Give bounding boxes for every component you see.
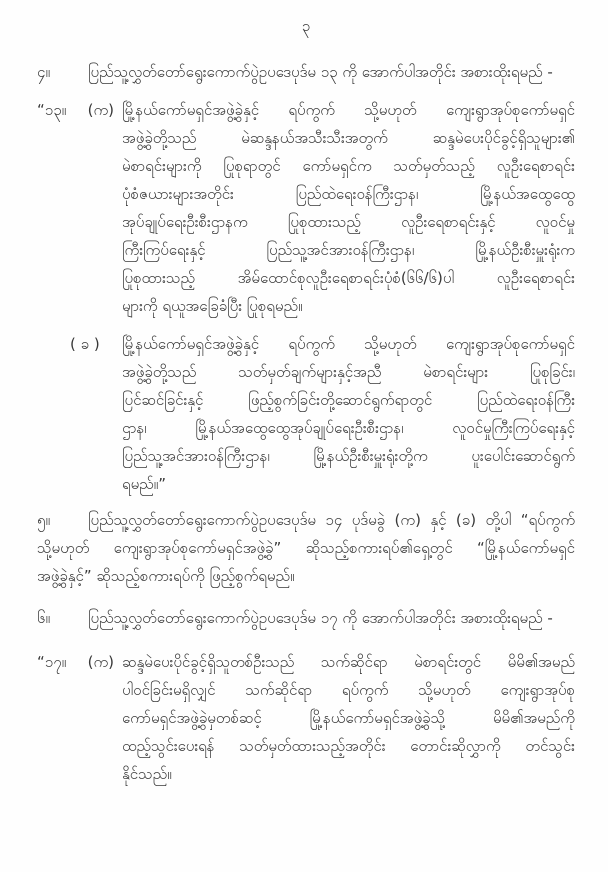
- paragraph-4-number: ၄။: [37, 63, 50, 81]
- clause-line: မြို့နယ်ကော်မရှင်အဖွဲ့ခွဲနှင့် ရပ်ကွက် သို့မဟုတ် ကျေးရွာအုပ်စုကော်မရှင်: [122, 101, 575, 119]
- clause-line: ပြည်သူ့အင်အားဝန်ကြီးဌာန၊ မြို့နယ်ဦးစီးမှူးရုံးတို့က ပူးပေါင်းဆောင်ရွက်: [122, 447, 575, 465]
- clause-line: မဲစာရင်းများကို ပြုစုရာတွင် ကော်မရှင်က သတ်မှတ်သည့် လူဦးရေစာရင်း: [122, 157, 575, 175]
- clause-17-number: “၁၇။: [37, 653, 67, 671]
- clause-line: ကြီးကြပ်ရေးနှင့် ပြည်သူ့အင်အားဝန်ကြီးဌာန၊ မြို့နယ်ဦးစီးမှူးရုံးက: [122, 241, 575, 259]
- clause-17-ka-label: [37, 648, 122, 676]
- clause-line: မြို့နယ်ကော်မရှင်အဖွဲ့ခွဲနှင့် ရပ်ကွက် သို့မဟုတ် ကျေးရွာအုပ်စုကော်မရှင်: [122, 335, 575, 353]
- clause-line: အဖွဲ့ခွဲတို့သည် မဲဆန္ဒနယ်အသီးသီးအတွက် ဆန္ဒမဲပေးပိုင်ခွင့်ရှိသူများ၏: [122, 129, 575, 147]
- clause-line: ပြင်ဆင်ခြင်းနှင့် ဖြည့်စွက်ခြင်းတို့ဆောင်ရွက်ရာတွင် ပြည်ထဲရေးဝန်ကြီး: [122, 391, 575, 409]
- paragraph-5-number: ၅။: [37, 511, 50, 529]
- paragraph-4: [37, 58, 575, 86]
- clause-line: ထည့်သွင်းပေးရန် သတ်မှတ်ထားသည့်အတိုင်း တောင်းဆိုလွှာကို တင်သွင်း: [122, 737, 575, 755]
- clause-line: များကို ရယူအခြေခံပြီး ပြုစုရမည်။: [122, 297, 303, 315]
- paragraph-5: [37, 506, 575, 590]
- paragraph-6-number: ၆။: [37, 609, 50, 627]
- clause-line: ကော်မရှင်အဖွဲ့ခွဲမှတစ်ဆင့် မြို့နယ်ကော်မရှင်အဖွဲ့ခွဲသို့ မိမိ၏အမည်ကို: [122, 709, 575, 727]
- clause-line: ပါဝင်ခြင်းမရှိလျှင် သက်ဆိုင်ရာ ရပ်ကွက် သို့မဟုတ် ကျေးရွာအုပ်စု: [122, 681, 575, 699]
- paragraph-5-line: အဖွဲ့ခွဲနှင့်” ဆိုသည့်စကားရပ်ကို ဖြည့်စွက်ရမည်။: [37, 567, 295, 585]
- clause-line: ဌာန၊ မြို့နယ်အထွေထွေအုပ်ချုပ်ရေးဦးစီးဌာန၊ လူဝင်မှုကြီးကြပ်ရေးနှင့်: [122, 419, 575, 437]
- paragraph-6: [37, 604, 575, 632]
- clause-13-kha-body: [122, 330, 575, 498]
- clause-line: ပြုစုထားသည့် အိမ်ထောင်စုလူဦးရေစာရင်းပုံစံ(၆၆/၆)ပါ လူဦးရေစာရင်း: [122, 269, 575, 287]
- clause-13-kha-label: [37, 330, 122, 358]
- clause-13-kha-marker: ( ခ ): [70, 335, 100, 353]
- page-number: ၃: [301, 17, 311, 35]
- clause-line: ရမည်။”: [122, 475, 166, 493]
- clause-line: အုပ်ချုပ်ရေးဦးစီးဌာနက ပြုစုထားသည့် လူဦးရေစာရင်းနှင့် လူဝင်မှု: [122, 213, 575, 231]
- clause-line: နိုင်သည်။: [122, 765, 172, 783]
- clause-line: ဆန္ဒမဲပေးပိုင်ခွင့်ရှိသူတစ်ဦးသည် သက်ဆိုင်ရာ မဲစာရင်းတွင် မိမိ၏အမည်: [122, 653, 575, 671]
- clause-line: ပုံစံဇယားများအတိုင်း ပြည်ထဲရေးဝန်ကြီးဌာန၊ မြို့နယ်အထွေထွေ: [122, 185, 575, 203]
- clause-17-ka-body: [122, 648, 575, 788]
- clause-17-ka-marker: (က): [87, 653, 114, 671]
- clause-13-ka: [37, 96, 575, 320]
- clause-13-number: “၁၃။: [37, 101, 67, 119]
- clause-13-ka-marker: (က): [87, 101, 114, 119]
- clause-17-ka: [37, 648, 575, 788]
- clause-13-ka-label: [37, 96, 122, 124]
- paragraph-4-text: ပြည်သူ့လွှတ်တော်ရွေးကောက်ပွဲဥပဒေပုဒ်မ ၁၃ ကို အောက်ပါအတိုင်း အစားထိုးရမည် -: [88, 63, 553, 81]
- paragraph-6-text: ပြည်သူ့လွှတ်တော်ရွေးကောက်ပွဲဥပဒေပုဒ်မ ၁၇ ကို အောက်ပါအတိုင်း အစားထိုးရမည် -: [88, 609, 553, 627]
- clause-13-ka-body: [122, 96, 575, 320]
- paragraph-5-line: သို့မဟုတ် ကျေးရွာအုပ်စုကော်မရှင်အဖွဲ့ခွဲ” ဆိုသည့်စကားရပ်၏ရှေ့တွင် “မြို့နယ်ကော်မရှင်: [37, 539, 575, 557]
- paragraph-5-text: ပြည်သူ့လွှတ်တော်ရွေးကောက်ပွဲဥပဒေပုဒ်မ ၁၄ ပုဒ်မခွဲ (က) နှင့် (ခ) တို့ပါ “ရပ်ကွက်: [88, 511, 576, 529]
- clause-13-kha: [37, 330, 575, 498]
- paragraph-5-line: [37, 506, 575, 534]
- clause-line: အဖွဲ့ခွဲတို့သည် သတ်မှတ်ချက်များနှင့်အညီ မဲစာရင်းများ ပြုစုခြင်း၊: [122, 363, 575, 381]
